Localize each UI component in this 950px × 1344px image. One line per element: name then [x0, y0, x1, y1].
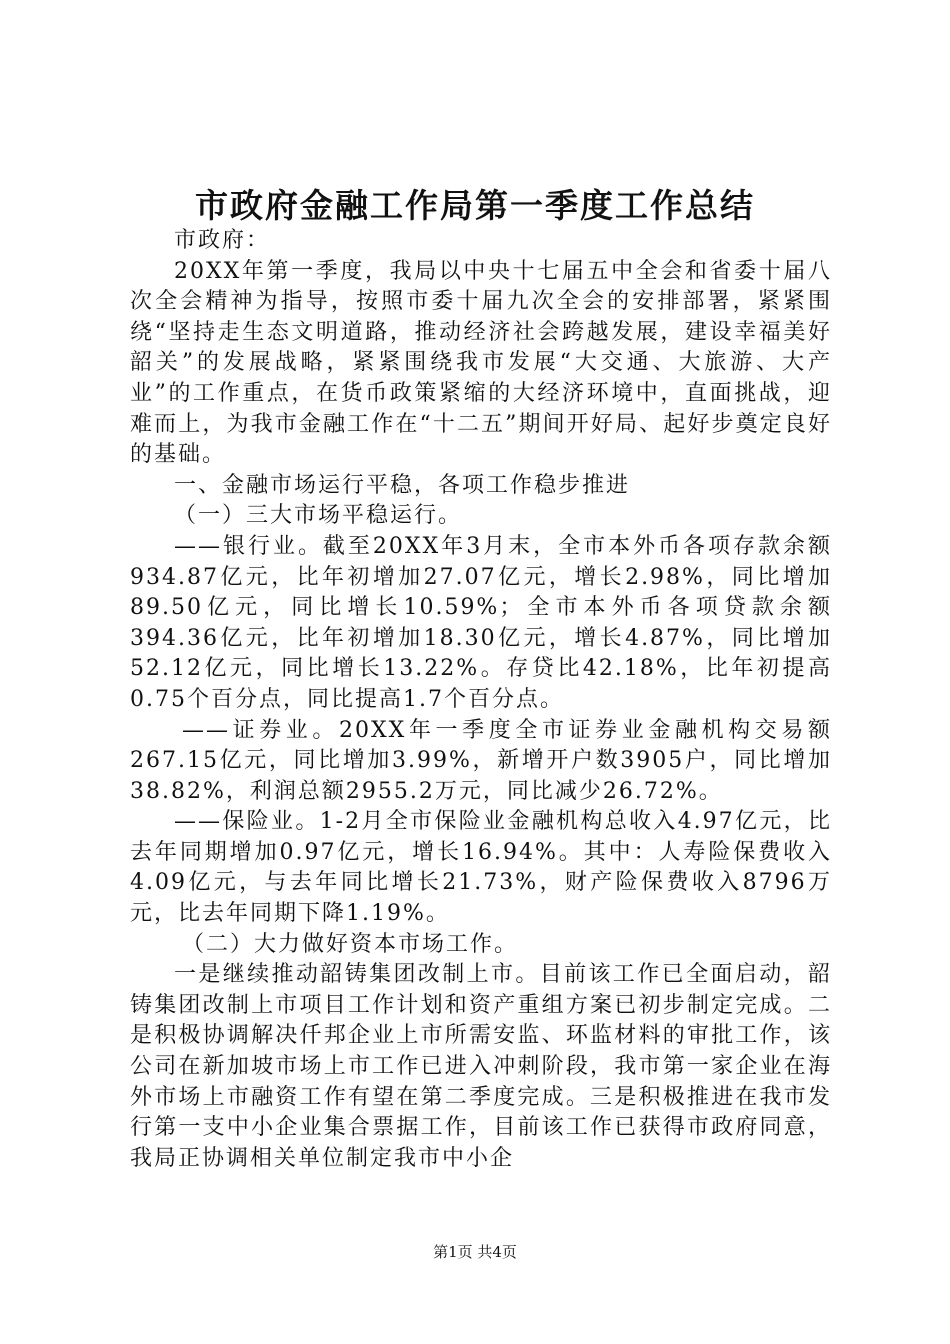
section-heading-1: 一、金融市场运行平稳，各项工作稳步推进 — [174, 472, 631, 498]
salutation: 市政府： — [174, 228, 271, 253]
subsection-heading-1: （一）三大市场平稳运行。 — [174, 503, 463, 529]
securities-paragraph: ——证券业。20XX年一季度全市证券业金融机构交易额267.15亿元，同比增加3.99%，新增开户数3905户，同比增加38.82%，利润总额2955.2万元，同比减少26.72%。 — [130, 717, 832, 804]
page-footer: 第1页 共4页 — [433, 1243, 517, 1261]
document-title: 市政府金融工作局第一季度工作总结 — [195, 186, 755, 225]
document-body — [130, 226, 832, 1174]
subsection-heading-2: （二）大力做好资本市场工作。 — [182, 931, 519, 957]
insurance-paragraph: ——保险业。1-2月全市保险业金融机构总收入4.97亿元，比去年同期增加0.97亿元，增长16.94%。其中：人寿险保费收入4.09亿元，与去年同比增长21.73%，财产险保费收入8796万元，比去年同期下降1.19%。 — [130, 809, 832, 927]
intro-paragraph: 20XX年第一季度，我局以中央十七届五中全会和省委十届八次全会精神为指导，按照市委十届九次全会的安排部署，紧紧围绕“坚持走生态文明道路，推动经济社会跨越发展，建设幸福美好韶关”的发展战略，紧紧围绕我市发展“大交通、大旅游、大产业”的工作重点，在货币政策紧缩的大经济环境中，直面挑战，迎难而上，为我市金融工作在“十二五”期间开好局、起好步奠定良好的基础。 — [130, 258, 832, 468]
capital-market-paragraph: 一是继续推动韶铸集团改制上市。目前该工作已全面启动，韶铸集团改制上市项目工作计划和资产重组方案已初步制定完成。二是积极协调解决仟邦企业上市所需安监、环监材料的审批工作，该公司在新加坡市场上市工作已进入冲刺阶段，我市第一家企业在海外市场上市融资工作有望在第二季度完成。三是积极推进在我市发行第一支中小企业集合票据工作，目前该工作已获得市政府同意，我局正协调相关单位制定我市中小企 — [130, 962, 832, 1171]
banking-paragraph: ——银行业。截至20XX年3月末，全市本外币各项存款余额934.87亿元，比年初增加27.07亿元，增长2.98%，同比增加89.50亿元，同比增长10.59%；全市本外币各项贷款余额394.36亿元，比年初增加18.30亿元，增长4.87%，同比增加52.12亿元，同比增长13.22%。存贷比42.18%，比年初提高0.75个百分点，同比提高1.7个百分点。 — [130, 533, 832, 712]
